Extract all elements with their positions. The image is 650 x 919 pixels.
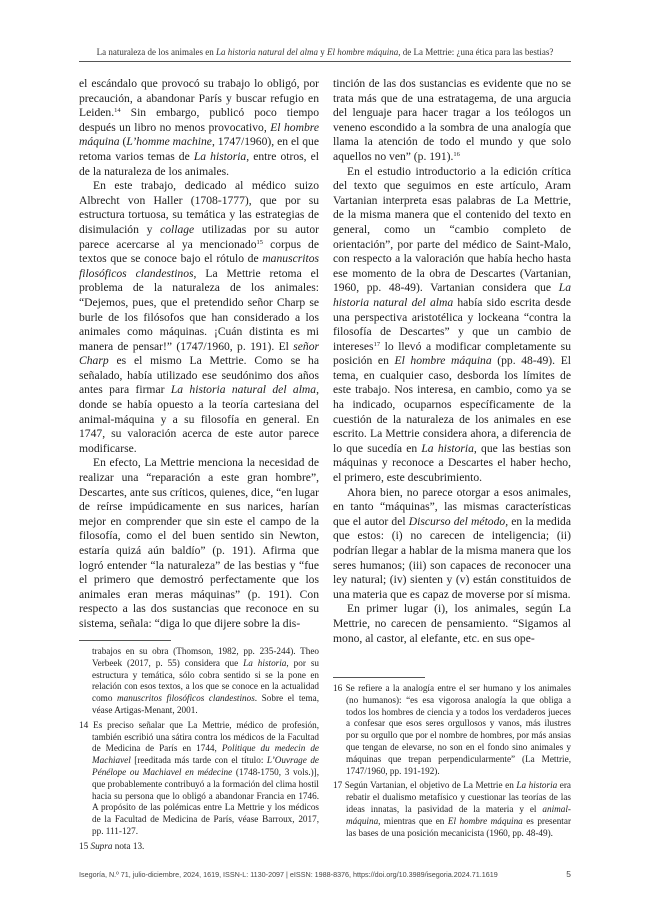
text-run: , mientras que en (378, 815, 448, 826)
italic-text: La historia natural del alma (170, 383, 317, 397)
text-run: , entre otros, el de la naturaleza de los animales. (79, 149, 319, 178)
italic-text: Supra (90, 840, 113, 851)
text-run: , donde se había opuesto a la teoría cartesiana del animal-máquina y a su filosofía en general. En 1747, su valoración acerca de este autor parece modificarse. (79, 383, 319, 455)
text-run: [reeditada más tarde con el título: (130, 755, 267, 766)
italic-text: señor Charp (79, 339, 319, 368)
text-run: es presentar las bases de una posición mecanicista (1960, pp. 48-49). (346, 815, 571, 838)
running-head-text: La naturaleza de los animales en (96, 47, 217, 57)
text-run: 16 Se refiere a la analogía entre el ser humano y los animales (no humanos): “es esa vigorosa analogía la que obliga a todos los hombres de ciencia y a todos los verdaderos jueces a confesar que esos seres orgullosos y vanos, más ilustres por su orgullo que por el nombre de hombres, por más ansias que tengan de elevarse, no son en el fondo sino animales y máquinas que trepan perpendicularmente” (La Mettrie, 1747/1960, pp. 191-192). (333, 683, 571, 776)
text-run: , La Mettrie retoma el problema de la naturaleza de los animales: “Dejemos, pues, que el pretendido señor Charp se burle de los filósofos que han considerado a los animales como máquinas. ¡Cuán distinta es mi manera de pensar!” (1747/1960, p. 191). El (79, 266, 319, 353)
text-run: Sin embargo, publicó poco tiempo después un libro no menos provocativo, (79, 106, 319, 134)
text-run: (pp. 48-49). El tema, en cualquier caso, desborda los límites de este trabajo. Nos interesa, en cambio, como ya se ha indicado, ocuparnos específicamente de la cuestión de la naturaleza de los animales en ese escrito. La Mettrie considera ahora, a diferencia de lo que sucedía en (333, 354, 571, 455)
italic-text: Politique du medecin de Machiavel (92, 743, 319, 766)
paragraph (79, 179, 319, 456)
text-run: . Sobre el tema, véase Artigas-Menant, 2001. (92, 693, 320, 715)
text-run: 14 Es preciso señalar que La Mettrie, médico de profesión, también escribió una sátira contra los médicos de la Facultad de Medicina de París en 1744, (79, 719, 319, 754)
text-run: En efecto, La Mettrie menciona la necesidad de realizar una “reparación a este gran hombre”, Descartes, ante sus críticos, quienes, dice, “en lugar de reírse impúdicamente en sus narices, harían mejor en comprender que sin este el campo de la filosofía, como el del buen sentido sin Newton, estaría quizá aún baldío” (p. 191). Afirma que logró entender “la naturaleza” de las bestias y “fue el primero que demostró perfectamente que los animales eran meras máquinas” (p. 191). Con respecto a las dos sustancias que reconoce en su sistema, señala: “diga lo que dijere sobre la dis- (79, 456, 319, 630)
text-run: En el estudio introductorio a la edición crítica del texto que seguimos en este artículo, Aram Vartanian interpreta esas palabras de La Mettrie, de la misma manera que el contenido del texto en general, como un “cambio completo de orientación”, por parte del médico de Saint-Malo, con respecto a la valoración que había hecho hasta ese momento de la obra de Descartes (Vartanian, 1960, pp. 48-49). Vartanian considera que (333, 164, 571, 295)
footnotes-right (333, 677, 571, 842)
italic-text: El hombre máquina (447, 815, 523, 826)
footnote-continuation (79, 646, 319, 717)
footnote-rule (333, 677, 425, 678)
running-head-title-1: La historia natural del alma (216, 47, 319, 57)
text-run: ( (119, 135, 127, 149)
text-run: el escándalo que provocó su trabajo lo obligó, por precaución, a abandonar París y buscar refugio en Leiden. (79, 77, 319, 120)
text-run: nota 13. (112, 840, 145, 851)
text-run: 17 Según Vartanian, el objetivo de La Mettrie en (333, 780, 517, 791)
text-run: , que las bestias son máquinas y reconoce a Descartes el haber hecho, el primero, este descubrimiento. (333, 441, 571, 485)
paragraph (333, 77, 571, 165)
footnote-16 (333, 683, 571, 777)
text-run: 15 (79, 840, 91, 851)
text-run: lo llevó a modificar completamente su posición en (333, 339, 571, 368)
footnotes-left (79, 640, 319, 856)
footnote-ref: 15 (256, 238, 264, 246)
italic-text: La historia (516, 780, 558, 791)
paragraph (333, 165, 571, 486)
running-head-title-2: El hombre máquina (327, 47, 399, 57)
footnote-15 (79, 841, 319, 853)
text-run: era rebatir el dualismo metafísico y cuestionar las teorías de las ideas innatas, la pasividad de la materia y el (346, 780, 571, 814)
page-number: 5 (566, 869, 571, 879)
text-run: tinción de las dos sustancias es evidente que no se trata más que de una estratagema, de una argucia del lenguaje para hacer tragar a los teólogos un veneno escondido a la sombra de una analogía que llama la atención de todo el mundo y que solo aquellos no ven” (p. 191). (333, 77, 571, 163)
text-run: utilizadas por su autor parece acercarse al ya mencionado (79, 222, 319, 251)
text-run: Ahora bien, no parece otorgar a esos animales, en tanto “máquinas”, las mismas características que el autor del (333, 485, 571, 528)
italic-text: manuscritos filosóficos clandestinos (117, 693, 255, 704)
footnote-14 (79, 720, 319, 838)
text-run: En este trabajo, dedicado al médico suizo Albrecht von Haller (1708-1777), que por su estructura tortuosa, su temática y las estrategias de disimulación y (79, 179, 319, 236)
text-run: es el mismo La Mettrie. Como se ha señalado, había utilizado ese seudónimo dos años antes para firmar (79, 354, 319, 397)
running-head-text: , de La Mettrie: ¿una ética para las bestias? (398, 47, 554, 57)
italic-text: L’Ouvrage de Pénélope ou Machiavel en médecine (92, 755, 320, 777)
italic-text: La historia natural del alma (333, 281, 571, 309)
footer-citation: Isegoría, N.º 71, julio-diciembre, 2024, 1619, ISSN-L: 1130-2097 | eISSN: 1988-8376, https://doi.org/10.3989/isegoria.2024.71.1619 (79, 870, 498, 879)
text-run: , en la medida que estos: (i) no carecen de inteligencia; (ii) podrían llegar a hablar de la misma manera que los seres humanos; (iii) son capaces de reconocer una ley natural; (iv) sienten y (v) están constituidos de una materia que es capaz de moverse por sí misma. (333, 514, 572, 601)
footnote-ref: 16 (453, 150, 460, 158)
italic-text: L’homme machine (126, 135, 212, 149)
running-head-text: y (318, 47, 328, 57)
footnote-rule (79, 640, 171, 641)
footnote-ref: 14 (114, 107, 121, 115)
italic-text: La historia (421, 441, 474, 455)
italic-text: El hombre máquina (79, 120, 319, 149)
text-run: había sido escrita desde una perspectiva aristotélica y lockeana “contra la filosofía de Descartes” y que un cambio de intereses (333, 295, 571, 353)
italic-text: manuscritos filosóficos clandestinos (79, 252, 319, 280)
italic-text: Discurso del método (408, 514, 506, 528)
header-rule (79, 61, 571, 62)
paragraph (333, 602, 571, 646)
text-run: En primer lugar (i), los animales, según La Mettrie, no carecen de pensamiento. “Sigamos al mono, al castor, al elefante, etc. en sus ope- (333, 602, 571, 645)
italic-text: La historia (193, 149, 247, 163)
footnote-17 (333, 780, 571, 839)
text-run: (1748-1750, 3 vols.)], que probablemente contribuyó a la formación del clima hostil hacia su persona que lo obligó a abandonar Francia en 1746. A propósito de las polémicas entre La Mettrie y los médicos de la Facultad de Medicina de París, véase Barroux, 2017, pp. 111-127. (92, 766, 319, 836)
body-column-left (79, 77, 319, 632)
text-run: trabajos en su obra (Thomson, 1982, pp. 235-244). Theo Verbeek (2017, p. 55) considera que (92, 646, 319, 668)
text-run: corpus de textos que se conoce bajo el rótulo de (79, 237, 319, 266)
text-run: , 1747/1960), en el que retoma varios temas de (79, 135, 319, 163)
italic-text: animal-máquina (346, 803, 571, 826)
paragraph (79, 77, 319, 179)
paragraph (79, 456, 319, 631)
body-column-right (333, 77, 571, 646)
footnote-ref: 17 (373, 340, 381, 348)
running-head (79, 46, 571, 58)
italic-text: La historia (243, 657, 287, 668)
italic-text: collage (160, 222, 195, 236)
text-run: , por su estructura y temática, sólo cobra sentido si se la pone en relación con esos textos, a los que se conoce en la actualidad como (92, 657, 320, 704)
italic-text: El hombre máquina (394, 354, 492, 368)
paragraph (333, 486, 571, 603)
